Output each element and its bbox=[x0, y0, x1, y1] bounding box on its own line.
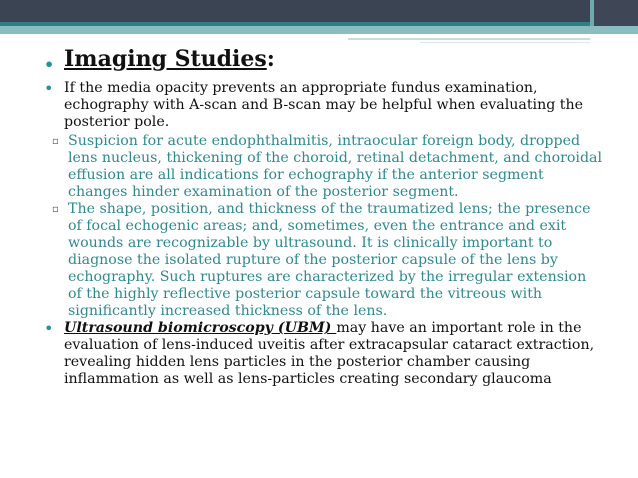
bullet-item bbox=[44, 320, 604, 388]
header-corner-block bbox=[594, 0, 638, 26]
bullet-text: may have an important role in the evaluation of lens-induced uveitis after extracapsular cataract extraction, revealing hidden lens particles in the posterior chamber causing inflammation as well as lens-particles creating secondary glaucoma bbox=[64, 320, 595, 387]
sub-bullet-text: The shape, position, and thickness of the traumatized lens; the presence of focal echogenic areas; and, sometimes, even the entrance and exit wounds are recognizable by ultrasound. It is clinically important to diagnose the isolated rupture of the posterior capsule of the lens by echography. Such ruptures are characterized by the irregular extension of the highly reflective posterior capsule toward the vitreous with significantly increased thickness of the lens. bbox=[68, 201, 591, 319]
square-bullet-icon: ▫ bbox=[52, 204, 59, 215]
square-bullet-icon: ▫ bbox=[52, 136, 59, 147]
slide-heading bbox=[44, 44, 604, 74]
heading-text: Imaging Studies bbox=[64, 46, 267, 72]
ubm-term: Ultrasound biomicroscopy (UBM) bbox=[64, 320, 337, 336]
bullet-dot-icon: • bbox=[44, 55, 55, 74]
sub-bullet-text: Suspicion for acute endophthalmitis, intraocular foreign body, dropped lens nucleus, thickening of the choroid, retinal detachment, and choroidal effusion are all indications for echography if the anterior segment changes hinder examination of the posterior segment. bbox=[68, 133, 603, 200]
slide-content bbox=[44, 44, 604, 390]
sub-bullet-item bbox=[46, 201, 604, 320]
bullet-dot-icon: • bbox=[44, 319, 54, 338]
bullet-text: If the media opacity prevents an appropriate fundus examination, echography with A-scan and B-scan may be helpful when evaluating the posterior pole. bbox=[64, 80, 584, 130]
bullet-dot-icon: • bbox=[44, 79, 54, 98]
heading-colon: : bbox=[266, 46, 275, 72]
header-dark-bar bbox=[0, 0, 638, 22]
header-light-bar bbox=[0, 26, 638, 34]
decorative-line bbox=[348, 38, 590, 40]
header-corner-accent bbox=[590, 0, 594, 26]
bullet-item bbox=[44, 80, 604, 131]
decorative-line-thin bbox=[420, 42, 590, 43]
sub-bullet-item bbox=[46, 133, 604, 201]
